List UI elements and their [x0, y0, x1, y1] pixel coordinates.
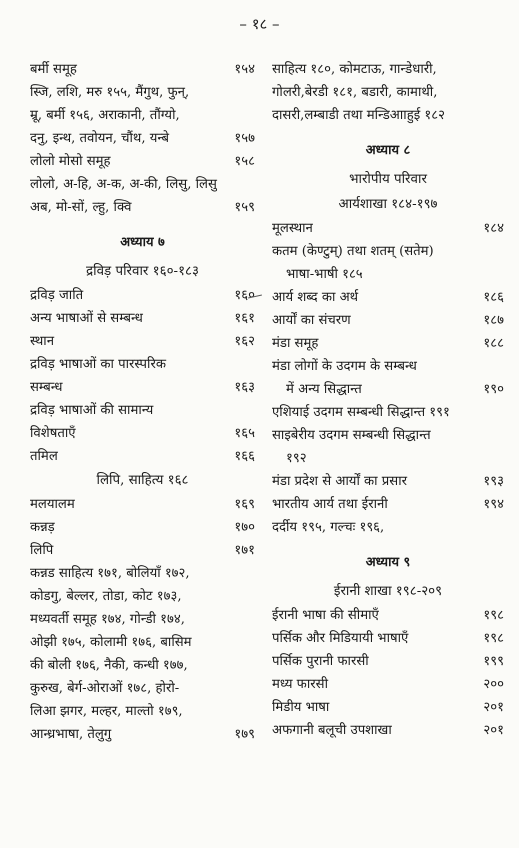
entry-text: एशियाई उदगम सम्बन्धी सिद्धान्त १९१ — [272, 405, 450, 420]
index-entry — [30, 539, 255, 562]
index-entry — [30, 631, 255, 654]
index-entry — [30, 516, 255, 539]
entry-text: साइबेरीय उदगम सम्बन्धी सिद्धान्त — [272, 428, 431, 443]
entry-page-number: १६९ — [234, 497, 255, 512]
entry-page-number: १७० — [234, 520, 255, 535]
index-entry — [272, 650, 504, 673]
index-block — [272, 604, 504, 742]
entry-text: मिडीय भाषा — [272, 700, 330, 715]
entry-text: म्रू, बर्मी १५६, अराकानी, तौंग्यो, — [30, 108, 180, 123]
index-entry — [272, 493, 504, 516]
entry-page-number: १९९ — [483, 654, 504, 669]
entry-text: आन्ध्रभाषा, तेलुगु — [30, 727, 112, 742]
chapter-title: द्रविड़ परिवार १६०-१८३ — [86, 264, 199, 279]
index-entry — [272, 217, 504, 240]
entry-page-number: १५७ — [234, 131, 255, 146]
index-entry — [272, 604, 504, 627]
entry-page-number: १५८ — [234, 154, 255, 169]
entry-text: द्रविड़ जाति — [30, 288, 84, 303]
index-entry — [272, 286, 504, 309]
index-entry — [30, 399, 255, 422]
index-entry — [272, 516, 504, 539]
index-entry — [30, 677, 255, 700]
entry-text: दनु, इन्थ, तवोयन, चौंथ, यन्बे — [30, 131, 170, 146]
branch-title: ईरानी शाखा १९८-२०९ — [333, 584, 443, 599]
index-entry — [30, 723, 255, 746]
entry-page-number: १९४ — [483, 497, 504, 512]
index-entry — [30, 284, 255, 307]
index-entry — [30, 445, 255, 468]
entry-page-number: १८४ — [483, 221, 504, 236]
entry-text: कन्नड साहित्य १७१, बोलियाँ १७२, — [30, 566, 190, 581]
entry-page-number: १६१ — [234, 311, 255, 326]
entry-text: लिआ झगर, मल्हर, माल्तो १७९, — [30, 704, 183, 719]
entry-text: अन्य भाषाओं से सम्बन्ध — [30, 311, 143, 326]
entry-text: दर्दीय १९५, गल्चः १९६, — [272, 520, 385, 535]
entry-page-number: १५४ — [234, 62, 255, 77]
entry-text: कोडगु, बेल्लर, तोडा, कोट १७३, — [30, 589, 182, 604]
index-entry — [272, 424, 504, 447]
entry-text: ओझी १७५, कोलामी १७६, बासिम — [30, 635, 192, 650]
index-entry — [272, 673, 504, 696]
index-entry — [272, 470, 504, 493]
entry-text: तमिल — [30, 449, 58, 464]
chapter-heading: अध्याय ९ — [365, 555, 411, 570]
index-entry: गोलरी,बेरडी १८१, बडारी, कामाथी, — [272, 85, 438, 100]
entry-page-number: १७१ — [234, 543, 255, 558]
index-entry — [30, 307, 255, 330]
index-entry — [30, 585, 255, 608]
entry-text: कतम (केण्टुम्) तथा शतम् (सतेम) — [272, 244, 434, 259]
index-entry — [30, 127, 255, 150]
entry-text: सम्बन्ध — [30, 380, 63, 395]
entry-page-number: १८७ — [483, 313, 504, 328]
entry-text: भाषा-भाषी १८५ — [286, 267, 363, 282]
entry-page-number: १९३ — [483, 474, 504, 489]
index-block — [30, 562, 255, 746]
entry-page-number: १८८ — [483, 336, 504, 351]
index-entry — [30, 422, 255, 445]
index-entry — [272, 696, 504, 719]
branch-title: आर्यशाखा १८४-१९७ — [338, 197, 438, 212]
index-entry — [272, 378, 504, 401]
index-block — [272, 217, 504, 539]
entry-text: द्रविड़ भाषाओं का पारस्परिक — [30, 357, 166, 372]
entry-page-number: १५९ — [234, 200, 255, 215]
index-entry — [30, 353, 255, 376]
section-title: लिपि, साहित्य १६८ — [96, 473, 189, 488]
entry-page-number: १६२ — [234, 334, 255, 349]
entry-text: मंडा समूह — [272, 336, 319, 351]
index-entry — [30, 608, 255, 631]
family-title: भारोपीय परिवार — [349, 172, 427, 187]
index-entry — [272, 719, 504, 742]
entry-text: आर्य शब्द का अर्थ — [272, 290, 359, 305]
entry-text: में अन्य सिद्धान्त — [286, 382, 362, 397]
index-entry — [30, 58, 255, 81]
entry-text: कुरुख, बेर्ग-ओराओं १७८, होरो- — [30, 681, 180, 696]
entry-text: कन्नड़ — [30, 520, 55, 535]
index-entry — [30, 173, 255, 196]
index-entry: साहित्य १८०, कोमटाऊ, गान्डेधारी, — [272, 62, 437, 77]
entry-page-number: १८६ — [483, 290, 504, 305]
entry-page-number: १६५ — [234, 426, 255, 441]
entry-text: की बोली १७६, नैकी, कन्धी १७७, — [30, 658, 188, 673]
entry-page-number: १७९ — [234, 727, 255, 742]
entry-text: पर्सिक और मिडियायी भाषाएँ — [272, 631, 409, 646]
entry-text: द्रविड़ भाषाओं की सामान्य — [30, 403, 154, 418]
index-entry — [272, 332, 504, 355]
entry-text: मंडा लोगों के उदगम के सम्बन्ध — [272, 359, 417, 374]
index-entry — [30, 150, 255, 173]
entry-text: अब, मो-सों, ल्हु, क्वि — [30, 200, 132, 215]
index-entry — [30, 330, 255, 353]
index-entry — [272, 309, 504, 332]
index-entry — [30, 104, 255, 127]
chapter-heading: अध्याय ८ — [365, 143, 411, 158]
entry-text: लोलो, अ-हि, अ-क, अ-की, लिसु, लिसु — [30, 177, 217, 192]
index-entry — [272, 447, 504, 470]
index-block — [30, 493, 255, 562]
entry-text: मलयालम — [30, 497, 75, 512]
index-block — [30, 58, 255, 219]
index-entry — [30, 562, 255, 585]
index-entry — [30, 700, 255, 723]
entry-text: मध्यवर्ती समूह १७४, गोन्डी १७४, — [30, 612, 185, 627]
entry-page-number: १९० — [483, 382, 504, 397]
chapter-heading: अध्याय ७ — [120, 235, 165, 250]
entry-text: स्थान — [30, 334, 55, 349]
index-entry — [272, 401, 504, 424]
left-column — [30, 58, 255, 746]
entry-text: विशेषताएँ — [30, 426, 76, 441]
entry-page-number: १६० — [234, 288, 255, 303]
index-entry: दासरी,लम्बाडी तथा मन्डिआाहुई १८२ — [272, 108, 445, 123]
entry-page-number: २०१ — [483, 700, 504, 715]
entry-text: पर्सिक पुरानी फारसी — [272, 654, 369, 669]
entry-text: अफगानी बलूची उपशाखा — [272, 723, 392, 738]
entry-text: आर्यों का संचरण — [272, 313, 351, 328]
entry-page-number: १९८ — [483, 631, 504, 646]
entry-text: ईरानी भाषा की सीमाएँ — [272, 608, 379, 623]
entry-text: मध्य फारसी — [272, 677, 328, 692]
entry-page-number: १९८ — [483, 608, 504, 623]
entry-text: बर्मी समूह — [30, 62, 77, 77]
entry-text: स्जि, लशि, मरु १५५, मैंगुथ, फुन्, — [30, 85, 190, 100]
index-entry — [30, 493, 255, 516]
entry-page-number: २०१ — [483, 723, 504, 738]
entry-page-number: २०० — [483, 677, 504, 692]
index-entry — [30, 654, 255, 677]
entry-text: लिपि — [30, 543, 54, 558]
index-entry — [272, 627, 504, 650]
right-column — [272, 58, 504, 742]
entry-text: १९२ — [286, 451, 307, 466]
entry-text: मंडा प्रदेश से आर्यों का प्रसार — [272, 474, 408, 489]
index-entry — [30, 196, 255, 219]
index-entry — [272, 355, 504, 378]
entry-text: मूलस्थान — [272, 221, 313, 236]
entry-page-number: १६३ — [234, 380, 255, 395]
page-number: – १८ – — [239, 15, 280, 33]
index-entry — [30, 376, 255, 399]
entry-text: लोलो मोसो समूह — [30, 154, 111, 169]
entry-text: भारतीय आर्य तथा ईरानी — [272, 497, 388, 512]
index-block — [30, 284, 255, 468]
index-block — [272, 58, 504, 127]
index-entry — [272, 263, 504, 286]
index-entry — [272, 240, 504, 263]
index-entry — [30, 81, 255, 104]
entry-page-number: १६६ — [234, 449, 255, 464]
